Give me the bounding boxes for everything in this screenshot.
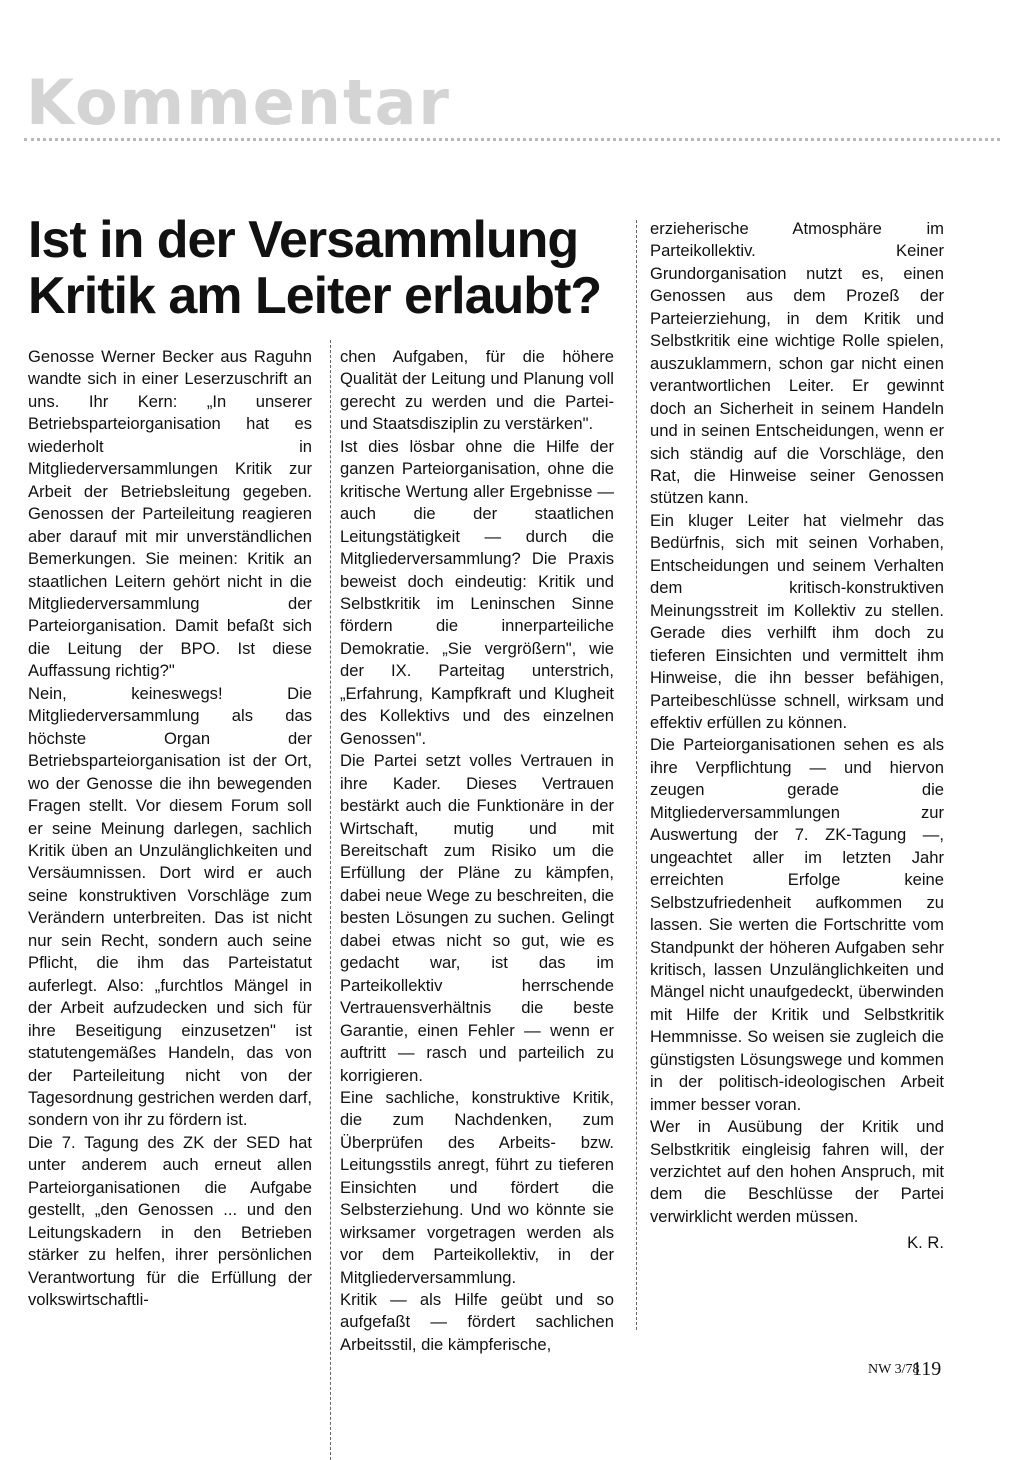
paragraph: erzieherische Atmosphäre im Parteikollektiv. Keiner Grundorganisation nutzt es, einen Genossen aus dem Prozeß der Parteierziehung, in dem Kritik und Selbstkritik eine wichtige Rolle spielen, auszuklammern, schon gar nicht einen verantwortlichen Leiter. Er gewinnt doch an Sicherheit in seinem Handeln und in seinen Entscheidungen, wenn er sich ständig auf die Vorschläge, den Rat, die Hinweise seiner Genossen stützen kann. [650,219,944,508]
paragraph: Genosse Werner Becker aus Raguhn wandte sich in einer Leserzuschrift an uns. Ihr Kern: „In unserer Betriebsparteiorganisation hat es wiederholt in Mitgliederversammlungen Kritik zur Arbeit der Betriebsleitung gegeben. Genossen der Parteileitung reagieren aber darauf mit mir unverständlichen Bemerkungen. Sie meinen: Kritik an staatlichen Leitern gehört nicht in die Mitgliederversammlung der Parteiorganisation. Damit befaßt sich die Leitung der BPO. Ist diese Auffassung richtig?" [28,347,312,681]
paragraph: Die Parteiorganisationen sehen es als ihre Verpflichtung — und hiervon zeugen gerade die Mitgliederversammlungen zur Auswertung der 7. ZK-Tagung —, ungeachtet aller im letzten Jahr erreichten Erfolge keine Selbstzufriedenheit aufkommen zu lassen. Sie werten die Fortschritte vom Standpunkt der höheren Aufgaben sehr kritisch, lassen Unzulänglichkeiten und Mängel nicht unaufgedeckt, überwinden mit Hilfe der Kritik und Selbstkritik Hemmnisse. So weisen sie zugleich die günstigsten Lösungswege und kommen in der politisch-ideologischen Arbeit immer besser voran. [650,735,944,1114]
article-column-3 [650,218,944,1255]
issue-number: NW 3/78 [868,1362,920,1377]
paragraph: Die 7. Tagung des ZK der SED hat unter anderem auch erneut allen Parteiorganisationen die Aufgabe gestellt, „den Genossen ... und den Leitungskadern in den Betrieben stärker zu helfen, ihrer persönlichen Verantwortung für die Erfüllung der volkswirtschaftli- [28,1132,312,1310]
paragraph: Die Partei setzt volles Vertrauen in ihre Kader. Dieses Vertrauen bestärkt auch die Funktionäre in der Wirtschaft, mutig und mit Bereitschaft zum Risiko um die Erfüllung der Pläne zu kämpfen, dabei neue Wege zu beschreiten, die besten Lösungen zu suchen. Gelingt dabei etwas nicht so gut, wie es gedacht war, ist das im Parteikollektiv herrschende Vertrauensverhältnis die beste Garantie, einen Fehler — wenn er auftritt — rasch und parteilich zu korrigieren. [340,751,614,1085]
paragraph: Kritik — als Hilfe geübt und so aufgefaßt — fördert sachlichen Arbeitsstil, die kämpferische, [340,1290,614,1354]
paragraph: Eine sachliche, konstruktive Kritik, die zum Nachdenken, zum Überprüfen des Arbeits- bzw. Leitungsstils anregt, führt zu tieferen Einsichten und fördert die Selbsterziehung. Und wo könnte sie wirksamer vorgetragen werden als vor dem Parteikollektiv, in der Mitgliederversammlung. [340,1087,614,1287]
paragraph: chen Aufgaben, für die höhere Qualität der Leitung und Planung voll gerecht zu werden und die Partei- und Staatsdisziplin zu verstärken". [340,347,614,434]
paragraph: Ein kluger Leiter hat vielmehr das Bedürfnis, sich mit seinen Vorhaben, Entscheidungen und seinem Verhalten dem kritisch-konstruktiven Meinungsstreit im Kollektiv zu stellen. Gerade dies verhilft ihm doch zu tieferen Einsichten und vermittelt ihm Hinweise, die ihn besser befähigen, Parteibeschlüsse schnell, wirksam und effektiv erfüllen zu können. [650,510,944,732]
paragraph: Wer in Ausübung der Kritik und Selbstkritik eingleisig fahren will, der verzichtet auf den hohen Anspruch, mit dem die Beschlüsse der Partei verwirklicht werden müssen. [650,1117,944,1226]
column-divider-1 [330,340,331,1460]
article-headline [28,212,628,324]
article-column-2 [340,346,614,1356]
paragraph: Nein, keineswegs! Die Mitgliederversammlung als das höchste Organ der Betriebsparteiorganisation ist der Ort, wo der Genosse die ihn bewegenden Fragen stellt. Vor diesem Forum soll er seine Meinung darlegen, sachlich Kritik üben an Unzulänglichkeiten und Versäumnissen. Dort wird er auch seine konstruktiven Vorschläge zum Verändern unterbreiten. Das ist nicht nur sein Recht, sondern auch seine Pflicht, die ihm das Parteistatut auferlegt. Also: „furchtlos Mängel in der Arbeit aufzudecken und sich für ihre Beseitigung einzusetzen" ist statutengemäßes Handeln, das von der Parteileitung nicht von der Tagesordnung gestrichen werden darf, sondern von ihr zu fördern ist. [28,683,312,1130]
column-divider-2 [636,220,637,1330]
paragraph: Ist dies lösbar ohne die Hilfe der ganzen Parteiorganisation, ohne die kritische Wertung aller Ergebnisse — auch die der staatlichen Leitungstätigkeit — durch die Mitgliederversammlung? Die Praxis beweist doch eindeutig: Kritik und Selbstkritik im Leninschen Sinne fördern die innerparteiliche Demokratie. „Sie vergrößern", wie der IX. Parteitag unterstrich, „Erfahrung, Kampfkraft und Klugheit des Kollektivs und des einzelnen Genossen". [340,436,614,748]
author-signature: K. R. [907,1233,944,1253]
section-divider [24,138,1000,141]
page-number: 119 [912,1358,942,1380]
article-column-1 [28,346,312,1311]
headline-line-2: Kritik am Leiter erlaubt? [28,267,602,325]
headline-line-1: Ist in der Versammlung [28,211,579,269]
section-label: Kommentar [26,66,451,139]
